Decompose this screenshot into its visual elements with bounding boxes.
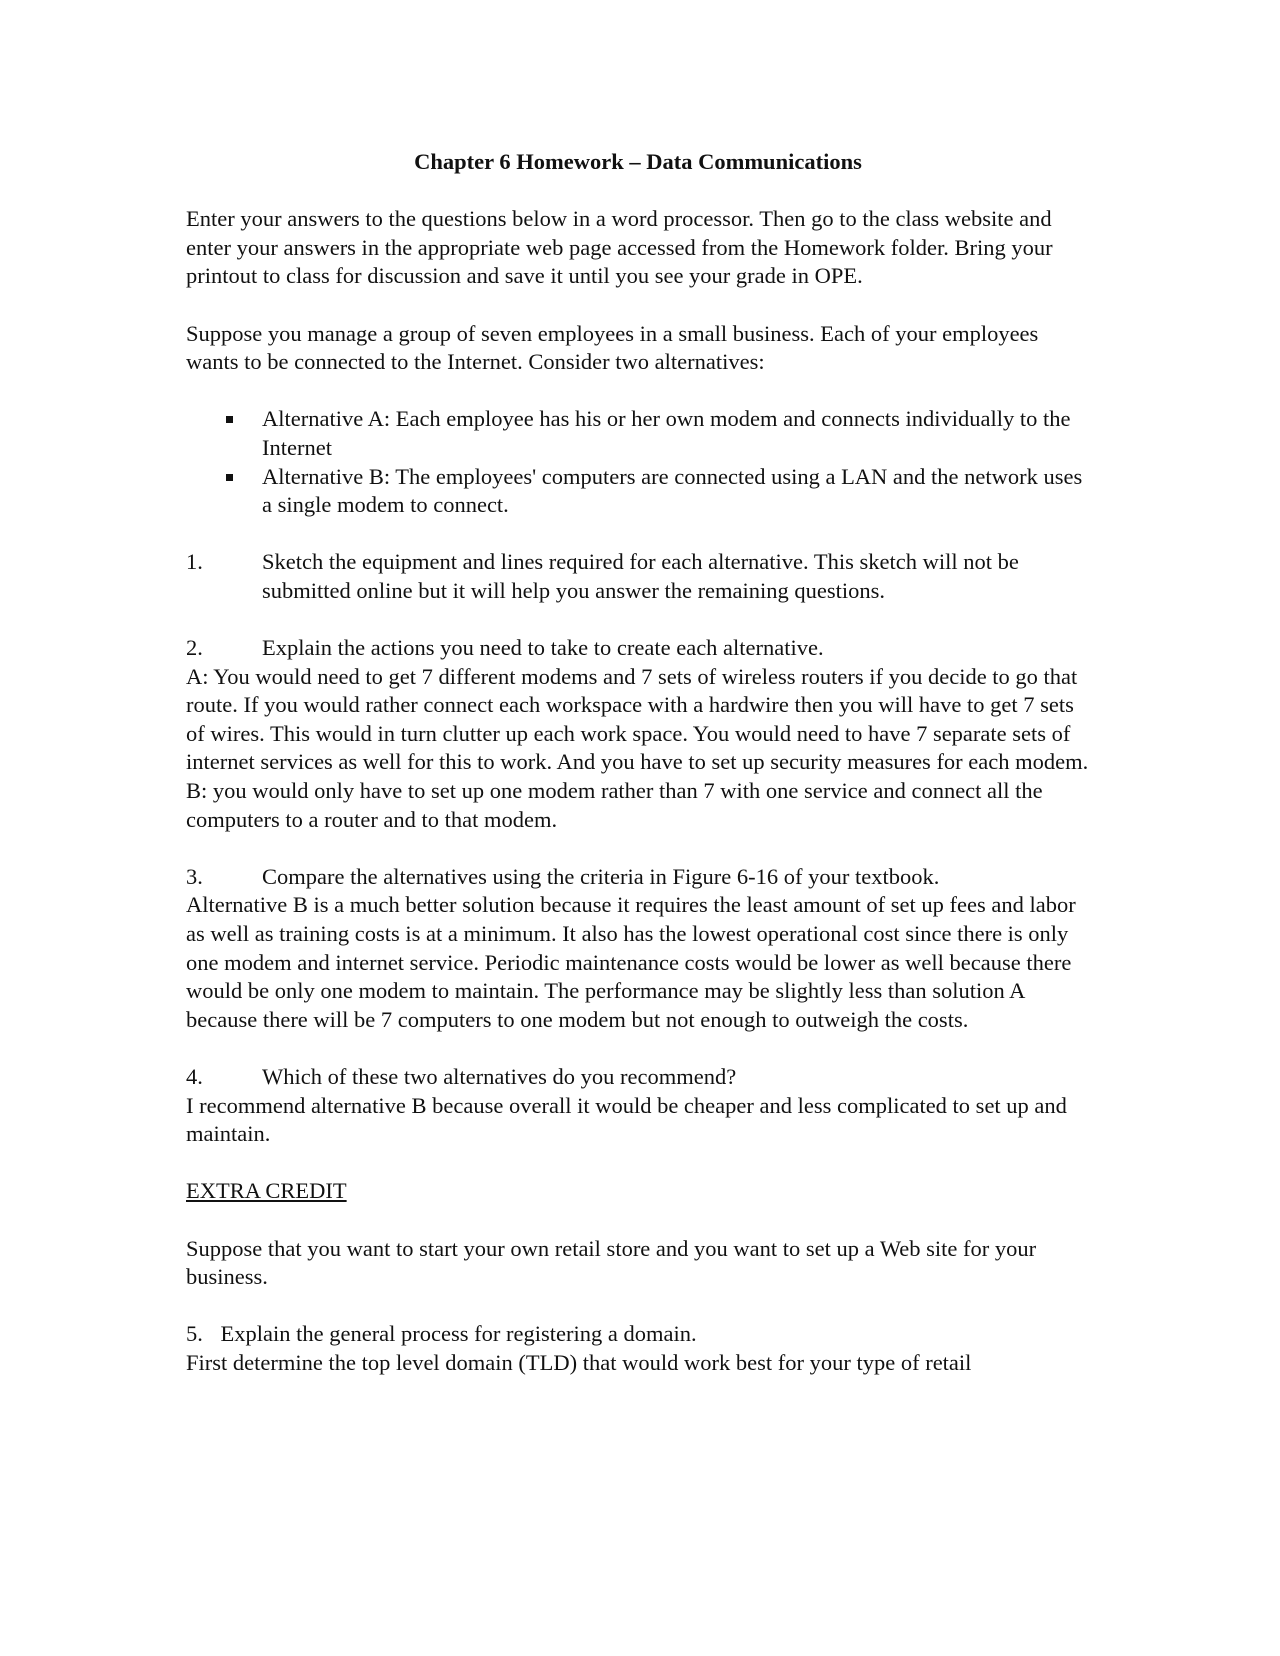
answer-2b: B: you would only have to set up one modem rather than 7 with one service and connect all the computers to a router and to that modem. xyxy=(186,778,1043,832)
question-number: 5. xyxy=(186,1321,203,1347)
intro-paragraph: Enter your answers to the questions below in a word processor. Then go to the class website and enter your answers in the appropriate web page accessed from the Homework folder. Bring your printout to class for discussion and save it until you see your grade in OPE. xyxy=(186,206,1053,289)
question-3 xyxy=(186,863,1090,892)
square-bullet-icon xyxy=(226,474,233,481)
question-number: 2. xyxy=(186,635,203,661)
question-text: Explain the general process for registering a domain. xyxy=(220,1321,697,1347)
question-number: 4. xyxy=(186,1064,203,1089)
question-text: Compare the alternatives using the criteria in Figure 6-16 of your textbook. xyxy=(262,863,940,889)
alternative-b-text: Alternative B: The employees' computers are connected using a LAN and the network uses a single modem to connect. xyxy=(262,463,1083,518)
alternatives-list xyxy=(186,405,1090,519)
scenario-paragraph: Suppose you manage a group of seven employees in a small business. Each of your employees wants to be connected to the Internet. Consider two alternatives: xyxy=(186,320,1039,375)
alternative-a-text: Alternative A: Each employee has his or her own modem and connects individually to the Internet xyxy=(262,406,1071,460)
question-4 xyxy=(186,1063,1090,1092)
answer-3: Alternative B is a much better solution because it requires the least amount of set up fees and labor as well as training costs is at a minimum. It also has the lowest operational cost since there is only one modem and internet service. Periodic maintenance costs would be lower as well because there would be only one modem to maintain. The performance may be slightly less than solution A because there will be 7 computers to one modem but not enough to outweigh the costs. xyxy=(186,892,1076,1032)
document-page xyxy=(186,148,1090,1378)
answer-5: First determine the top level domain (TLD) that would work best for your type of retail xyxy=(186,1349,972,1375)
document-title: Chapter 6 Homework – Data Communications xyxy=(414,149,862,174)
question-2 xyxy=(186,634,1090,663)
question-text: Explain the actions you need to take to create each alternative. xyxy=(262,635,824,661)
question-1 xyxy=(186,548,1090,605)
square-bullet-icon xyxy=(226,416,233,423)
answer-2 xyxy=(186,663,1090,835)
question-text: Sketch the equipment and lines required for each alternative. This sketch will not be submitted online but it will help you answer the remaining questions. xyxy=(262,549,1019,603)
question-text: Which of these two alternatives do you recommend? xyxy=(262,1064,737,1089)
question-number: 3. xyxy=(186,863,203,889)
question-number: 1. xyxy=(186,549,203,575)
list-item xyxy=(186,405,1090,462)
answer-2a: A: You would need to get 7 different modems and 7 sets of wireless routers if you decide to go that route. If you would rather connect each workspace with a hardwire then you will have to get 7 sets of wires. This would in turn clutter up each work space. You would need to have 7 separate sets of internet services as well for this to work. And you have to set up security measures for each modem. xyxy=(186,663,1089,775)
question-5 xyxy=(186,1320,1090,1349)
list-item xyxy=(186,463,1090,520)
answer-4: I recommend alternative B because overall it would be cheaper and less complicated to set up and maintain. xyxy=(186,1092,1067,1147)
extra-credit-heading: EXTRA CREDIT xyxy=(186,1178,347,1204)
extra-credit-scenario: Suppose that you want to start your own retail store and you want to set up a Web site for your business. xyxy=(186,1235,1037,1290)
